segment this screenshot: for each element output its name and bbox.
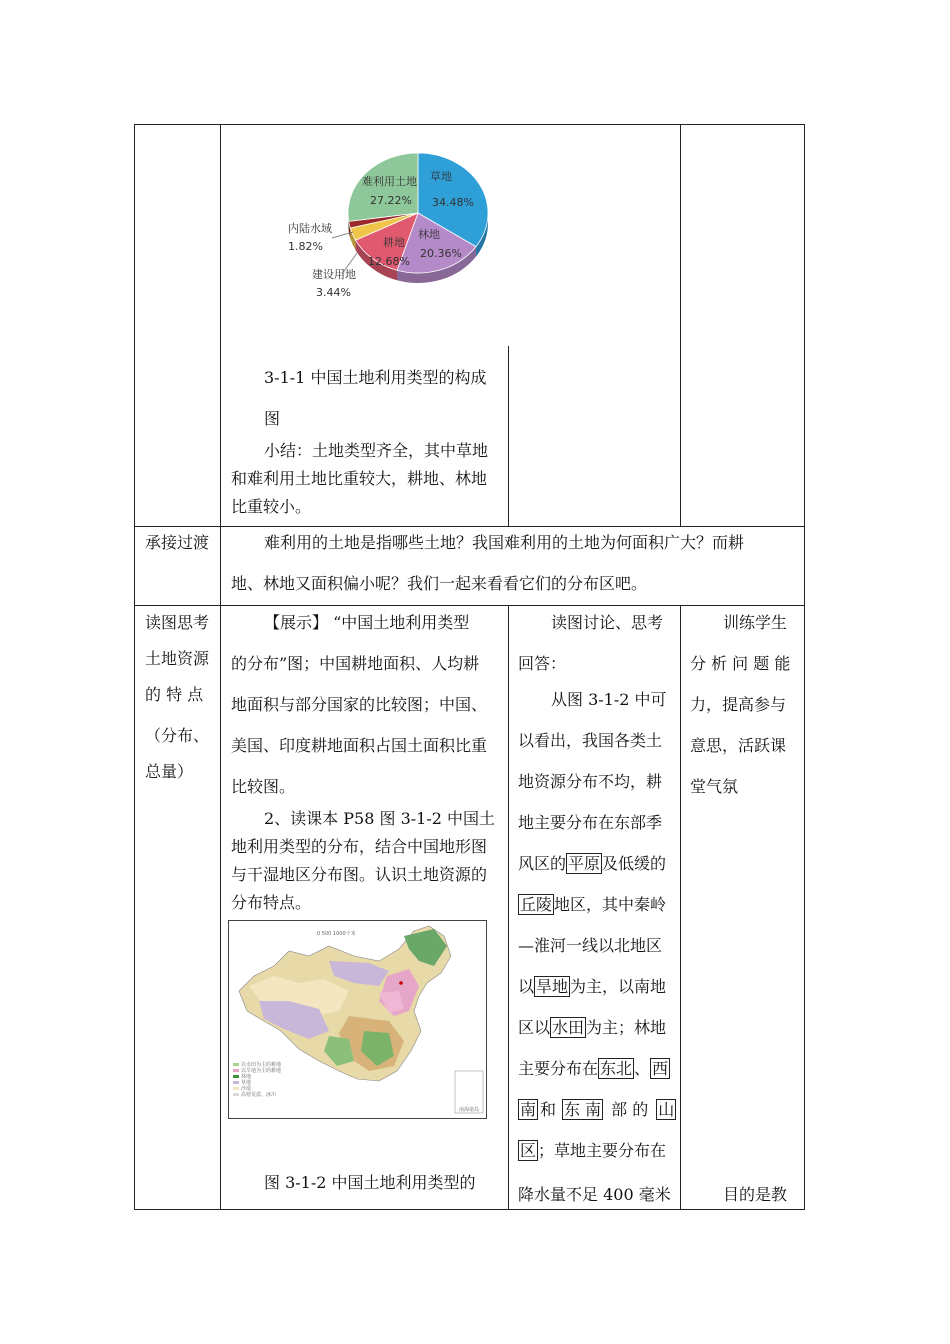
keyword-hills: 丘陵 bbox=[520, 895, 553, 914]
teacher-text-6: 2、读课本 P58 图 3-1-2 中国土 bbox=[264, 809, 496, 828]
purpose-text-5: 堂气氛 bbox=[690, 777, 739, 796]
teacher-text-5: 比较图。 bbox=[231, 777, 296, 796]
student-text-13d: 部 的 bbox=[611, 1100, 649, 1119]
activity-label-4: （分布、 bbox=[145, 726, 210, 745]
map-inset-label: 南海诸岛 bbox=[459, 1107, 480, 1113]
table-right-border bbox=[804, 124, 805, 1210]
summary-line-2: 和难利用土地比重较大，耕地、林地 bbox=[231, 469, 488, 488]
summary-line-3: 比重较小。 bbox=[231, 497, 312, 516]
pie-pct-cropland: 12.68% bbox=[368, 255, 410, 268]
col-divider-3-upper bbox=[680, 124, 681, 527]
pie-label-grass: 草地 bbox=[430, 170, 452, 183]
student-text-10 bbox=[518, 979, 666, 995]
keyword-dryland: 旱地 bbox=[536, 977, 569, 996]
student-text-11c: 为主；林地 bbox=[586, 1018, 667, 1037]
activity-label-5: 总量） bbox=[145, 762, 194, 781]
student-text-7a: 风区的 bbox=[518, 854, 567, 873]
keyword-area: 区 bbox=[520, 1141, 537, 1160]
student-text-6: 地主要分布在东部季 bbox=[518, 813, 663, 832]
purpose-text-4: 意思，活跃课 bbox=[690, 736, 787, 755]
keyword-west: 西 bbox=[652, 1059, 669, 1078]
student-text-13b: 和 bbox=[540, 1100, 557, 1119]
pie-pct-grass: 34.48% bbox=[432, 196, 474, 209]
land-use-pie-chart bbox=[280, 145, 500, 305]
transition-text-1: 难利用的土地是指哪些土地？我国难利用的土地为何面积广大？而耕 bbox=[264, 533, 745, 552]
student-text-14b: ；草地主要分布在 bbox=[538, 1141, 667, 1160]
table-bottom-border bbox=[134, 1209, 805, 1210]
map-legend-item: 林地 bbox=[241, 1074, 252, 1080]
row-divider-2 bbox=[134, 605, 805, 606]
table-top-border bbox=[134, 124, 805, 125]
teacher-text-7: 地利用类型的分布，结合中国地形图 bbox=[231, 837, 488, 856]
student-text-10c: 为主，以南地 bbox=[570, 977, 667, 996]
pie-label-cropland: 耕地 bbox=[383, 236, 405, 249]
figure-caption-3-1-1-cont: 图 bbox=[264, 409, 281, 428]
student-text-12a: 主要分布在 bbox=[518, 1059, 599, 1078]
map-legend-item: 草地 bbox=[241, 1080, 252, 1086]
pie-label-water: 内陆水域 bbox=[288, 222, 332, 235]
activity-label-2: 土地资源 bbox=[145, 649, 210, 668]
col-divider-2-lower bbox=[508, 605, 509, 1210]
pie-label-construction: 建设用地 bbox=[312, 268, 356, 281]
keyword-plain: 平原 bbox=[568, 854, 601, 873]
student-text-11a: 区以 bbox=[518, 1018, 551, 1037]
purpose-text-6: 目的是教 bbox=[723, 1185, 788, 1204]
student-text-15: 降水量不足 400 毫米 bbox=[518, 1185, 671, 1204]
keyword-mountain: 山 bbox=[658, 1100, 675, 1119]
map-legend-item: 高寒荒漠、冰川 bbox=[241, 1092, 277, 1098]
teacher-text-8: 与干湿地区分布图。认识土地资源的 bbox=[231, 865, 488, 884]
col-divider-3-lower bbox=[680, 605, 681, 1210]
teacher-text-2: 的分布”图；中国耕地面积、人均耕 bbox=[231, 654, 480, 673]
map-legend-item: 沙漠 bbox=[241, 1086, 252, 1092]
pie-label-forest: 林地 bbox=[418, 228, 440, 241]
teacher-text-4: 美国、印度耕地面积占国土面积比重 bbox=[231, 736, 488, 755]
purpose-text-3: 力，提高参与 bbox=[690, 695, 787, 714]
teacher-text-3: 地面积与部分国家的比较图；中国、 bbox=[231, 695, 488, 714]
pie-pct-forest: 20.36% bbox=[420, 247, 462, 260]
student-text-10a: 以 bbox=[518, 977, 535, 996]
keyword-northeast: 东北 bbox=[600, 1059, 633, 1078]
purpose-text-1: 训练学生 bbox=[723, 613, 788, 632]
student-text-4: 以看出，我国各类土 bbox=[518, 731, 663, 750]
figure-caption-3-1-2: 图 3-1-2 中国土地利用类型的 bbox=[264, 1173, 476, 1192]
keyword-paddy: 水田 bbox=[552, 1018, 585, 1037]
student-text-13 bbox=[518, 1102, 676, 1118]
col-divider-1 bbox=[220, 124, 221, 1210]
summary-line-1: 小结：土地类型齐全，其中草地 bbox=[264, 441, 489, 460]
student-text-12c: 、 bbox=[634, 1059, 651, 1078]
student-text-8b: 地区，其中秦岭 bbox=[554, 895, 667, 914]
pie-pct-barren: 27.22% bbox=[370, 194, 412, 207]
student-text-7c: 及低缓的 bbox=[602, 854, 667, 873]
student-text-14 bbox=[518, 1143, 666, 1159]
table-left-border bbox=[134, 124, 135, 1210]
teacher-text-1: 【展示】 “中国土地利用类型 bbox=[264, 613, 470, 632]
student-text-11 bbox=[518, 1020, 666, 1036]
purpose-text-2: 分 析 问 题 能 bbox=[690, 654, 791, 673]
col-divider-2-upper bbox=[508, 346, 509, 527]
map-legend-item: 以水田为主的耕地 bbox=[241, 1062, 282, 1068]
keyword-south: 南 bbox=[520, 1100, 537, 1119]
student-text-5: 地资源分布不均，耕 bbox=[518, 772, 663, 791]
map-legend bbox=[233, 1061, 281, 1098]
student-text-2: 回答： bbox=[518, 654, 567, 673]
transition-text-2: 地、林地又面积偏小呢？我们一起来看看它们的分布区吧。 bbox=[231, 574, 648, 593]
activity-label-1: 读图思考 bbox=[145, 613, 210, 632]
map-scale: 0 500 1000千米 bbox=[317, 931, 356, 937]
student-text-9: —淮河一线以北地区 bbox=[518, 936, 663, 955]
pie-label-barren: 难利用土地 bbox=[362, 175, 417, 188]
map-legend-item: 以旱地为主的耕地 bbox=[241, 1068, 282, 1074]
pie-pct-water: 1.82% bbox=[288, 240, 323, 253]
china-land-use-map bbox=[228, 920, 487, 1119]
figure-caption-3-1-1: 3-1-1 中国土地利用类型的构成 bbox=[264, 368, 487, 387]
student-text-3: 从图 3-1-2 中可 bbox=[551, 690, 667, 709]
transition-label: 承接过渡 bbox=[145, 533, 210, 552]
row-divider-1 bbox=[134, 526, 805, 527]
activity-label-3: 的 特 点 bbox=[145, 685, 204, 704]
student-text-7 bbox=[518, 856, 666, 872]
student-text-1: 读图讨论、思考 bbox=[551, 613, 664, 632]
teacher-text-9: 分布特点。 bbox=[231, 893, 312, 912]
student-text-8 bbox=[518, 897, 666, 913]
keyword-southeast: 东 南 bbox=[564, 1100, 602, 1119]
student-text-12 bbox=[518, 1061, 670, 1077]
pie-pct-construction: 3.44% bbox=[316, 286, 351, 299]
